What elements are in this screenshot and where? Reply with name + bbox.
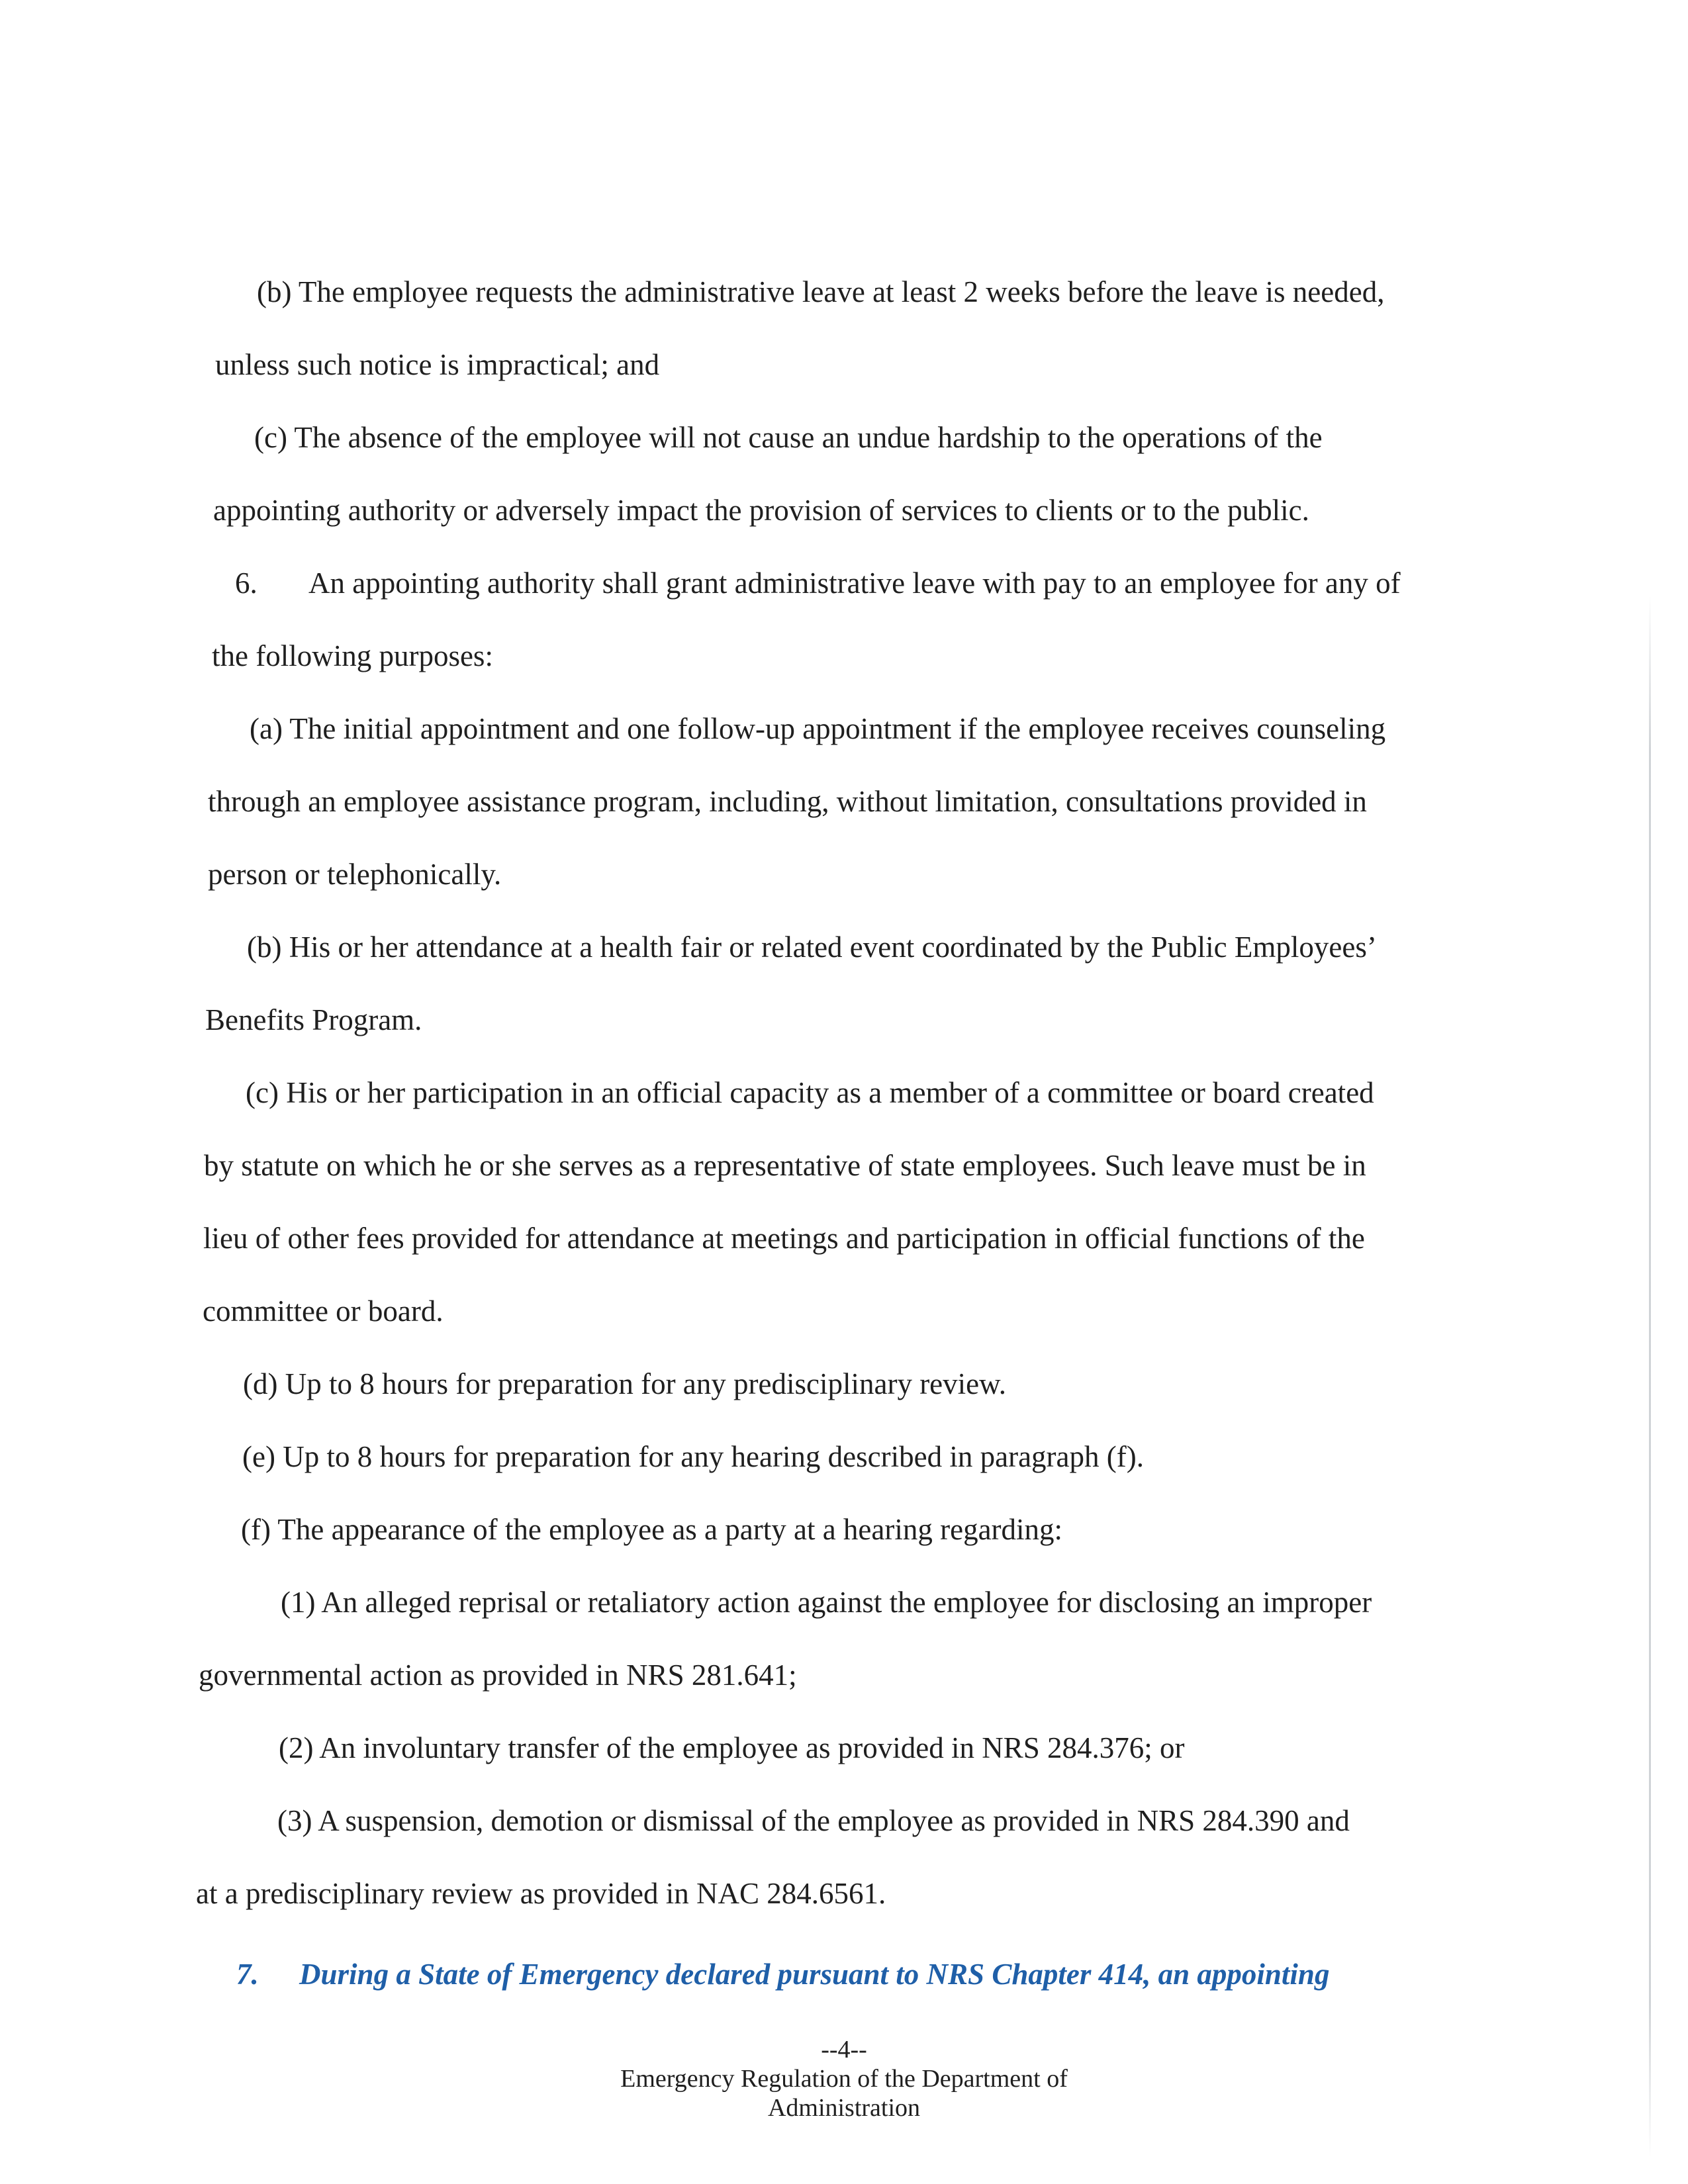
section-7-number: 7. [236,1958,259,1991]
paragraph-5c-line-2: appointing authority or adversely impact the provision of services to clients or to the public. [213,494,1309,527]
scan-edge-line [1649,596,1651,2158]
paragraph-6a-line-3: person or telephonically. [208,858,502,891]
paragraph-5c-line-1: (c) The absence of the employee will not cause an undue hardship to the operations of the [254,421,1323,454]
paragraph-6f: (f) The appearance of the employee as a party at a hearing regarding: [241,1513,1063,1546]
paragraph-6d: (d) Up to 8 hours for preparation for any predisciplinary review. [243,1367,1006,1400]
paragraph-6c-line-3: lieu of other fees provided for attendance at meetings and participation in official functions of the [203,1222,1365,1255]
section-6-line-1: An appointing authority shall grant administrative leave with pay to an employee for any of [308,567,1401,600]
paragraph-6b-line-1: (b) His or her attendance at a health fair or related event coordinated by the Public Employees’ [247,931,1377,964]
subparagraph-3-line-1: (3) A suspension, demotion or dismissal of the employee as provided in NRS 284.390 and [277,1804,1350,1837]
section-7-line-1: During a State of Emergency declared pursuant to NRS Chapter 414, an appointing [299,1958,1330,1991]
paragraph-5b-line-2: unless such notice is impractical; and [215,348,660,381]
subparagraph-1-line-2: governmental action as provided in NRS 281.641; [199,1659,797,1692]
paragraph-6c-line-1: (c) His or her participation in an official capacity as a member of a committee or board created [246,1076,1374,1109]
subparagraph-2: (2) An involuntary transfer of the employee as provided in NRS 284.376; or [279,1731,1185,1764]
subparagraph-1-line-1: (1) An alleged reprisal or retaliatory action against the employee for disclosing an improper [281,1586,1372,1619]
paragraph-6c-line-2: by statute on which he or she serves as a representative of state employees. Such leave must be in [204,1149,1366,1182]
paragraph-6b-line-2: Benefits Program. [205,1003,422,1036]
subparagraph-3-line-2: at a predisciplinary review as provided in NAC 284.6561. [196,1877,886,1910]
paragraph-6a-line-1: (a) The initial appointment and one follow-up appointment if the employee receives counseling [250,712,1386,745]
paragraph-5b-line-1: (b) The employee requests the administrative leave at least 2 weeks before the leave is needed, [257,275,1385,308]
footer-title-line-1: Emergency Regulation of the Department of [620,2065,1068,2093]
page-number: --4-- [821,2036,867,2064]
paragraph-6a-line-2: through an employee assistance program, including, without limitation, consultations provided in [208,785,1367,818]
paragraph-6c-line-4: committee or board. [203,1295,444,1328]
section-6-number: 6. [235,567,258,600]
paragraph-6e: (e) Up to 8 hours for preparation for any hearing described in paragraph (f). [242,1440,1144,1473]
footer-title-line-2: Administration [767,2094,921,2122]
section-6-line-2: the following purposes: [212,639,493,672]
